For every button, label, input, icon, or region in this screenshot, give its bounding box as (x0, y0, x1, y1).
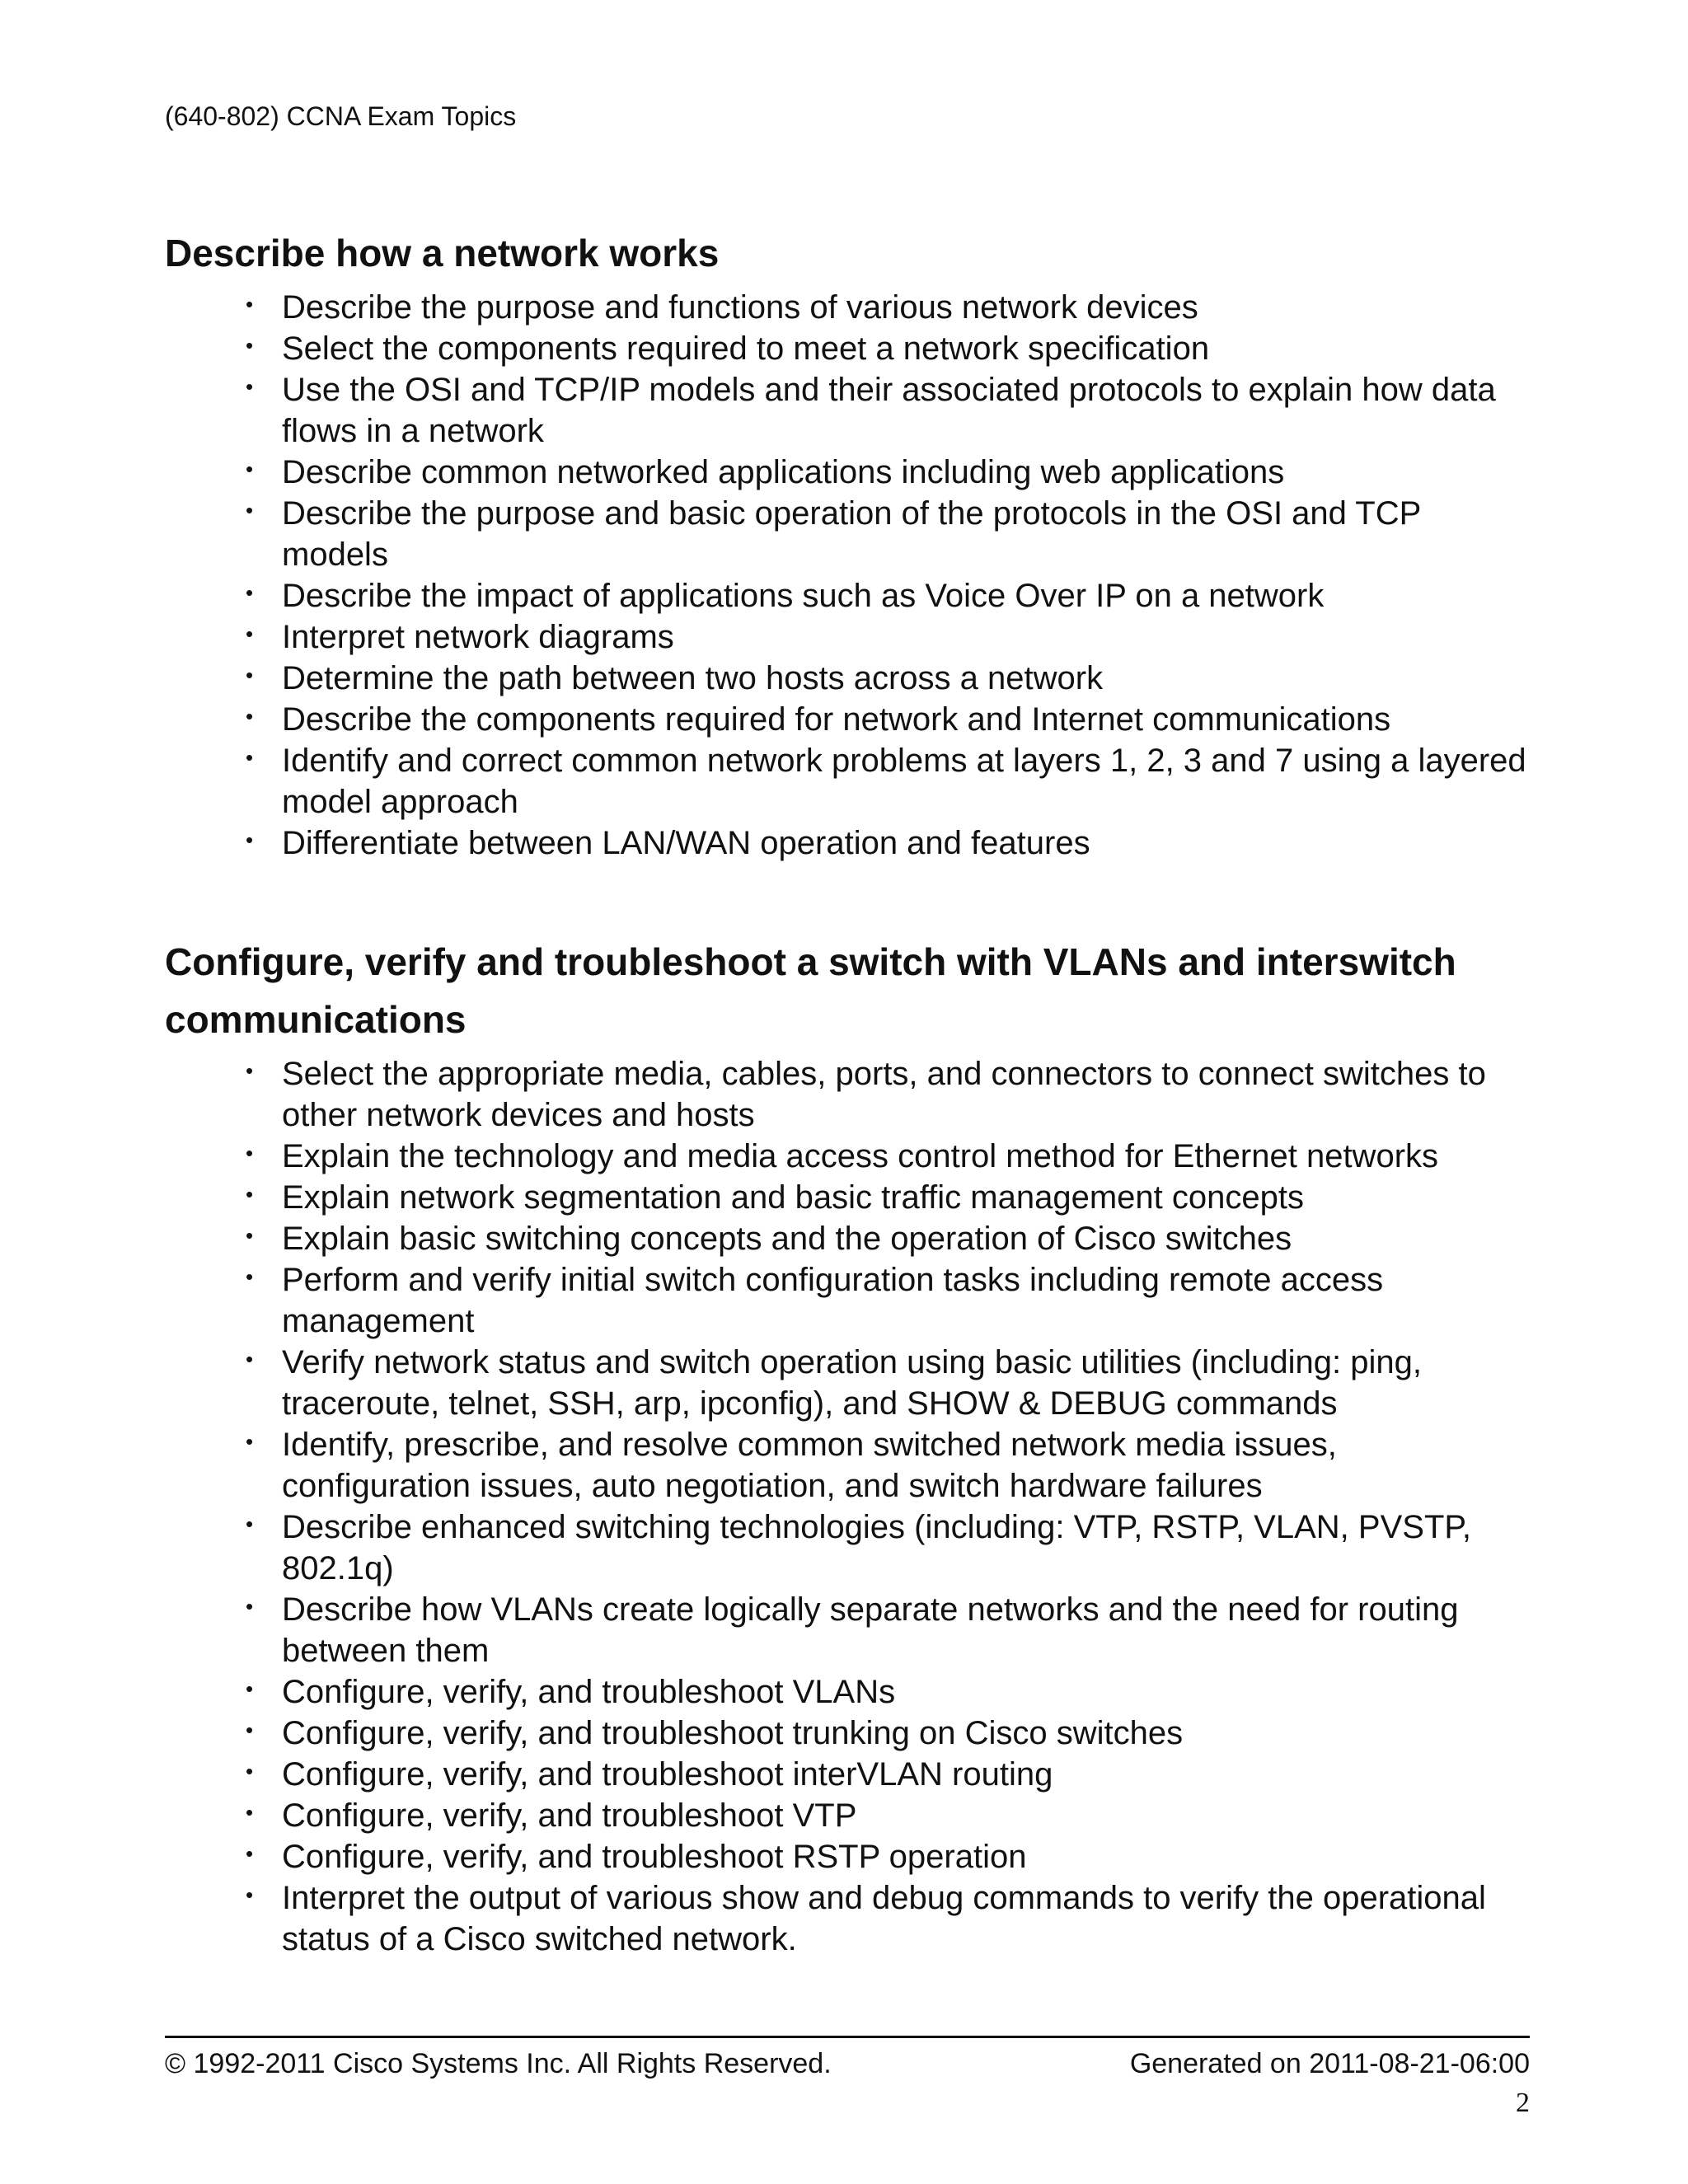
list-item-text: Configure, verify, and troubleshoot RSTP operation (282, 1839, 1027, 1875)
section-heading: Configure, verify and troubleshoot a switch with VLANs and interswitch communications (165, 940, 1456, 1041)
list-item (246, 575, 1533, 616)
bullet-icon: • (246, 704, 254, 729)
topic-list (165, 287, 1533, 864)
list-item (246, 658, 1533, 699)
bullet-icon: • (246, 1347, 254, 1371)
bullet-icon: • (246, 745, 254, 770)
section-heading: Describe how a network works (165, 232, 720, 274)
list-item-text: Select the components required to meet a network specification (282, 330, 1210, 367)
list-item (246, 823, 1533, 864)
bullet-icon: • (246, 1223, 254, 1248)
bullet-icon: • (246, 1141, 254, 1165)
list-item (246, 1589, 1533, 1671)
bullet-icon: • (246, 333, 254, 358)
list-item (246, 493, 1533, 575)
bullet-icon: • (246, 1676, 254, 1701)
section-switch-vlans (165, 933, 1533, 1960)
bullet-icon: • (246, 374, 254, 399)
bullet-icon: • (246, 1718, 254, 1742)
bullet-icon: • (246, 1800, 254, 1825)
list-item-text: Describe enhanced switching technologies (including: VTP, RSTP, VLAN, PVSTP, 802.1q) (282, 1509, 1472, 1586)
list-item (246, 1795, 1533, 1836)
footer-divider (165, 2036, 1530, 2038)
list-item-text: Interpret the output of various show and debug commands to verify the operational status of a Cisco switched network. (282, 1880, 1486, 1957)
list-item (246, 740, 1533, 823)
bullet-icon: • (246, 1841, 254, 1866)
page-number: 2 (1516, 2088, 1530, 2118)
list-item-text: Use the OSI and TCP/IP models and their associated protocols to explain how data flows in a network (282, 372, 1496, 449)
list-item (246, 1218, 1533, 1259)
list-item (246, 1671, 1533, 1713)
list-item (246, 1053, 1533, 1136)
footer-copyright: © 1992-2011 Cisco Systems Inc. All Rights Reserved. (165, 2048, 832, 2079)
list-item-text: Explain network segmentation and basic traffic management concepts (282, 1179, 1304, 1216)
list-item (246, 328, 1533, 369)
list-item-text: Configure, verify, and troubleshoot VLANs (282, 1674, 896, 1710)
footer-generated-date: Generated on 2011-08-21-06:00 (1129, 2048, 1530, 2079)
list-item (246, 1136, 1533, 1177)
bullet-icon: • (246, 580, 254, 605)
bullet-icon: • (246, 1058, 254, 1083)
bullet-icon: • (246, 827, 254, 852)
bullet-icon: • (246, 1429, 254, 1454)
list-item-text: Explain basic switching concepts and the operation of Cisco switches (282, 1221, 1292, 1257)
list-item (246, 1836, 1533, 1877)
list-item-text: Identify and correct common network problems at layers 1, 2, 3 and 7 using a layered model approach (282, 743, 1526, 820)
topic-list (165, 1053, 1533, 1960)
list-item-text: Determine the path between two hosts across a network (282, 660, 1104, 696)
list-item-text: Differentiate between LAN/WAN operation and features (282, 825, 1090, 861)
list-item (246, 616, 1533, 658)
list-item-text: Select the appropriate media, cables, ports, and connectors to connect switches to other network devices and hosts (282, 1056, 1486, 1133)
section-network-works (165, 224, 1533, 864)
list-item (246, 1754, 1533, 1795)
list-item-text: Configure, verify, and troubleshoot VTP (282, 1797, 857, 1834)
bullet-icon: • (246, 457, 254, 481)
list-item-text: Describe common networked applications including web applications (282, 454, 1285, 490)
list-item-text: Perform and verify initial switch configuration tasks including remote access management (282, 1262, 1384, 1339)
bullet-icon: • (246, 1511, 254, 1536)
list-item (246, 1259, 1533, 1342)
list-item-text: Describe the purpose and basic operation of the protocols in the OSI and TCP models (282, 495, 1421, 573)
bullet-icon: • (246, 1264, 254, 1289)
list-item-text: Describe the impact of applications such as Voice Over IP on a network (282, 578, 1325, 614)
bullet-icon: • (246, 663, 254, 687)
page-header: (640-802) CCNA Exam Topics (165, 101, 517, 131)
list-item-text: Identify, prescribe, and resolve common switched network media issues, configuration issues, auto negotiation, and switch hardware failures (282, 1427, 1337, 1504)
bullet-icon: • (246, 1759, 254, 1783)
list-item-text: Describe the purpose and functions of various network devices (282, 289, 1198, 326)
bullet-icon: • (246, 498, 254, 523)
list-item-text: Explain the technology and media access control method for Ethernet networks (282, 1138, 1439, 1174)
bullet-icon: • (246, 1182, 254, 1207)
list-item-text: Verify network status and switch operation using basic utilities (including: ping, traceroute, telnet, SSH, arp, ipconfig), and SHOW & DEBUG commands (282, 1344, 1422, 1422)
list-item (246, 1507, 1533, 1589)
bullet-icon: • (246, 1594, 254, 1619)
bullet-icon: • (246, 621, 254, 646)
list-item (246, 287, 1533, 328)
list-item-text: Configure, verify, and troubleshoot trunking on Cisco switches (282, 1715, 1184, 1751)
list-item (246, 699, 1533, 740)
list-item (246, 1877, 1533, 1960)
list-item (246, 369, 1533, 452)
list-item-text: Interpret network diagrams (282, 619, 674, 655)
list-item-text: Describe how VLANs create logically separate networks and the need for routing between them (282, 1591, 1459, 1669)
bullet-icon: • (246, 292, 254, 316)
list-item (246, 1342, 1533, 1424)
list-item (246, 1424, 1533, 1507)
list-item (246, 1713, 1533, 1754)
list-item-text: Describe the components required for network and Internet communications (282, 701, 1391, 738)
list-item-text: Configure, verify, and troubleshoot interVLAN routing (282, 1756, 1053, 1793)
list-item (246, 1177, 1533, 1218)
bullet-icon: • (246, 1882, 254, 1907)
list-item (246, 452, 1533, 493)
